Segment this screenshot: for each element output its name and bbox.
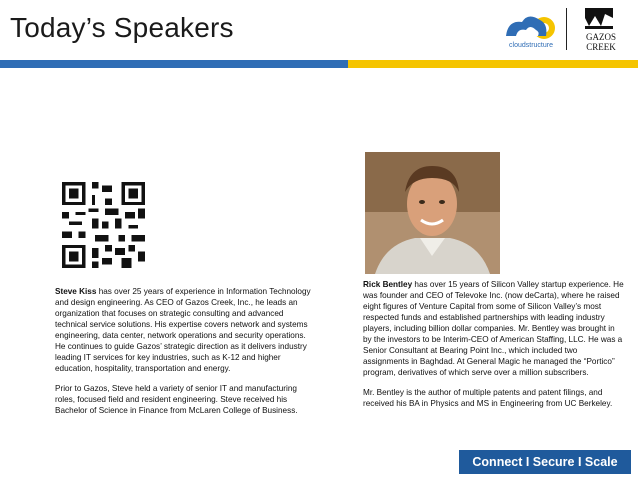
bio-paragraph — [55, 286, 313, 374]
cloudstructure-wordmark: cloudstructure — [509, 42, 553, 49]
speaker-name: Steve Kiss — [55, 287, 97, 296]
gazos-wordmark: GAZOS — [585, 32, 617, 42]
cloudstructure-logo — [500, 6, 562, 52]
speaker-bio-rick-bentley — [363, 279, 625, 418]
speaker-photo — [365, 152, 500, 274]
bio-paragraph: Mr. Bentley is the author of multiple patents and patent filings, and received his BA in Physics and MS in Engineering from UC Berkeley. — [363, 388, 613, 408]
bio-text: has over 15 years of Silicon Valley startup experience. He was founder and CEO of Televoke Inc. (now deCarta), where he raised eight figures of Venture Capital from some of Silicon Valley’s most respected funds and established partnerships with leading industry players, including billion dollar companies. Mr. Bentley was brought in by the investors to be Interim-CEO of American Staffing, LLC. He was a Senior Consultant at Bearing Point Inc., which included two assignments in Baghdad. At General Magic he managed the “Portico” program, derivatives of which serve over a million subscribers. — [363, 280, 624, 377]
speaker-name: Rick Bentley — [363, 280, 413, 289]
speaker-bio-steve-kiss — [55, 286, 313, 425]
page-title: Today’s Speakers — [10, 12, 234, 43]
tagline-banner: Connect I Secure I Scale — [459, 450, 631, 474]
gazos-creek-logo — [571, 6, 631, 54]
header-band-yellow — [348, 60, 638, 68]
header-band-blue — [0, 60, 348, 68]
logo-divider — [566, 8, 567, 50]
creek-wordmark: CREEK — [586, 42, 616, 52]
qr-code-icon — [62, 182, 145, 268]
bio-paragraph: Prior to Gazos, Steve held a variety of senior IT and manufacturing roles, focused field and resident engineering. Steve received his Bachelor of Science in Finance from McLaren College of Business. — [55, 384, 298, 415]
bio-text: has over 25 years of experience in Information Technology and design engineering. As CEO of Gazos Creek, Inc., he leads an organization that focuses on strategic consulting and advanced technical service solutions. His expertise covers network and systems engineering, data center, network operations and security operations. He continues to guide Gazos’ strategic direction as it delivers industry leading IT services for key industries, such as K-12 and higher education, hospitality, transportation and energy. — [55, 287, 311, 373]
bio-paragraph — [363, 279, 625, 378]
